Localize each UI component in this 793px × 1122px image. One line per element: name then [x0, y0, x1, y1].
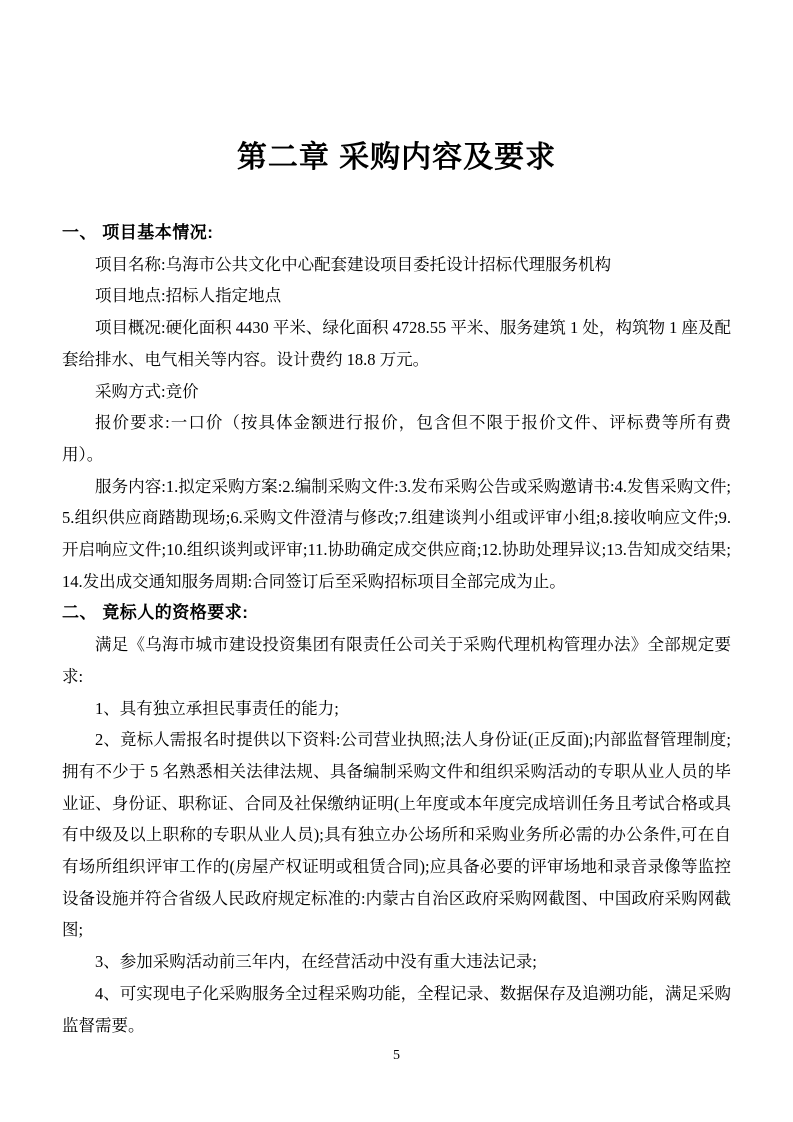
chapter-title: 第二章 采购内容及要求: [236, 141, 557, 174]
paragraph: 4、可实现电子化采购服务全过程采购功能，全程记录、数据保存及追溯功能，满足采购监督需要。: [62, 983, 731, 1035]
paragraph: 1、具有独立承担民事责任的能力;: [95, 698, 339, 718]
paragraph: 服务内容:1.拟定采购方案:2.编制采购文件:3.发布采购公告或采购邀请书:4.发售采购文件;5.组织供应商踏勘现场;6.采购文件澄清与修改;7.组建谈判小组或评审小组;8.接收响应文件;9.开启响应文件;10.组织谈判或评审;11.协助确定成交供应商;12.协助处理异议;13.告知成交结果;14.发出成交通知服务周期:合同签订后至采购招标项目全部完成为止。: [62, 476, 731, 591]
paragraph: 2、竟标人需报名时提供以下资料:公司营业执照;法人身份证(正反面);内部监督管理制度;拥有不少于 5 名熟悉相关法律法规、具备编制采购文件和组织采购活动的专职从业人员的毕业证、身份证、职称证、合同及社保缴纳证明(上年度或本年度完成培训任务且考试合格或具有中级及以上职称的专职从业人员);具有独立办公场所和采购业务所必需的办公条件,可在自有场所组织评审工作的(房屋产权证明或租赁合同);应具备必要的评审场地和录音录像等监控设备设施并符合省级人民政府规定标准的:内蒙古自治区政府采购网截图、中国政府采购网截图;: [62, 730, 731, 940]
document-body: [62, 217, 731, 1041]
paragraph: 项目地点:招标人指定地点: [95, 286, 282, 306]
paragraph: 3、参加采购活动前三年内，在经营活动中没有重大违法记录;: [95, 952, 537, 972]
page-number: 5: [393, 1048, 400, 1063]
paragraph: 报价要求:一口价（按具体金额进行报价，包含但不限于报价文件、评标费等所有费用）。: [62, 413, 731, 464]
paragraph: 项目名称:乌海市公共文化中心配套建设项目委托设计招标代理服务机构: [95, 254, 612, 274]
section-heading: 二、 竟标人的资格要求:: [62, 603, 249, 623]
page-footer: [0, 1046, 793, 1064]
paragraph: 满足《乌海市城市建设投资集团有限责任公司关于采购代理机构管理办法》全部规定要求:: [62, 635, 731, 686]
section-heading: 一、 项目基本情况:: [62, 223, 214, 242]
paragraph: 项目概况:硬化面积 4430 平米、绿化面积 4728.55 平米、服务建筑 1 处，构筑物 1 座及配套给排水、电气相关等内容。设计费约 18.8 万元。: [62, 318, 731, 369]
paragraph: 采购方式:竞价: [95, 381, 199, 401]
